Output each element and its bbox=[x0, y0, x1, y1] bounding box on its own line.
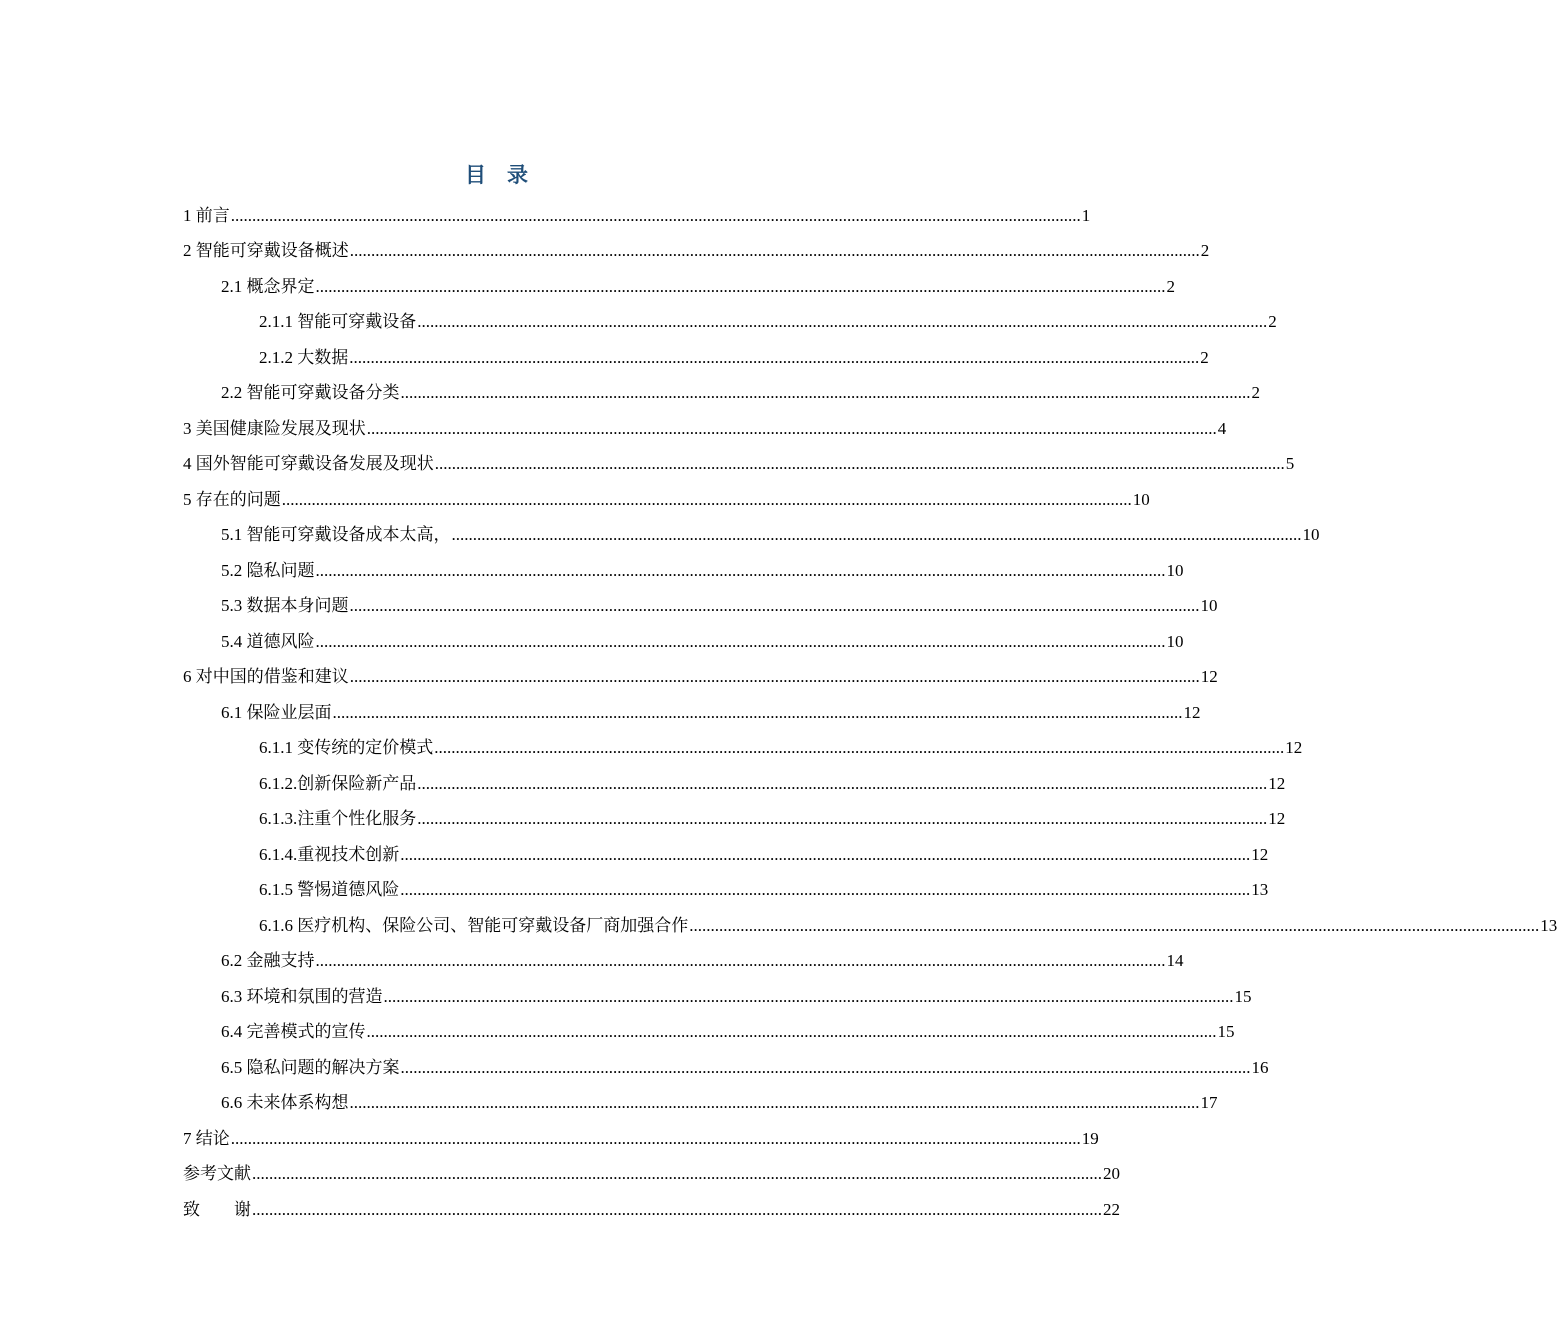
toc-entry[interactable] bbox=[183, 439, 1295, 475]
toc-page-number: 10 bbox=[1166, 631, 1184, 651]
toc-page-number: 12 bbox=[1268, 773, 1286, 793]
toc-entry-label: 5.4 道德风险 bbox=[221, 631, 315, 651]
toc-dot-leader: ........................................................................................................................................................................................................ bbox=[332, 702, 1183, 722]
toc-page-number: 10 bbox=[1166, 560, 1184, 580]
toc-entry-label: 5.2 隐私问题 bbox=[221, 560, 315, 580]
toc-page-number: 2 bbox=[1268, 312, 1277, 331]
toc-dot-leader: ........................................................................................................................................................................................................ bbox=[315, 276, 1166, 296]
toc-dot-leader: ........................................................................................................................................................................................................ bbox=[366, 418, 1217, 438]
toc-entry-label: 6.6 未来体系构想 bbox=[221, 1093, 349, 1112]
toc-entry-label: 参考文献 bbox=[183, 1164, 251, 1183]
toc-title: 目 录 bbox=[465, 163, 528, 187]
toc-entry[interactable] bbox=[183, 261, 1175, 297]
toc-page-number: 14 bbox=[1166, 951, 1184, 970]
toc-entry-label: 6.1.6 医疗机构、保险公司、智能可穿戴设备厂商加强合作 bbox=[259, 915, 689, 935]
toc-dot-leader: ........................................................................................................................................................................................................ bbox=[689, 915, 1540, 935]
toc-dot-leader: ........................................................................................................................................................................................................ bbox=[434, 738, 1285, 757]
toc-entry-label: 3 美国健康险发展及现状 bbox=[183, 418, 366, 438]
toc-page-number: 17 bbox=[1200, 1093, 1218, 1112]
toc-entry-label: 6.1 保险业层面 bbox=[221, 702, 332, 722]
toc-entry-label: 6 对中国的借鉴和建议 bbox=[183, 667, 349, 686]
toc-entry[interactable] bbox=[183, 403, 1227, 439]
toc-dot-leader: ........................................................................................................................................................................................................ bbox=[349, 347, 1200, 367]
toc-entry-label: 7 结论 bbox=[183, 1128, 230, 1148]
toc-dot-leader: ........................................................................................................................................................................................................ bbox=[315, 560, 1166, 580]
toc-page-number: 10 bbox=[1302, 525, 1320, 544]
toc-entry-label: 5.1 智能可穿戴设备成本太高， bbox=[221, 525, 451, 544]
toc-entry-label: 6.4 完善模式的宣传 bbox=[221, 1022, 366, 1041]
toc-page-number: 12 bbox=[1268, 809, 1286, 828]
toc-entry[interactable] bbox=[183, 581, 1218, 617]
toc-entry-label: 2.1.1 智能可穿戴设备 bbox=[259, 312, 417, 331]
toc-page-number: 20 bbox=[1103, 1164, 1120, 1183]
toc-dot-leader: ........................................................................................................................................................................................................ bbox=[434, 454, 1285, 473]
toc-page-number: 2 bbox=[1200, 347, 1209, 367]
toc-entry-label: 1 前言 bbox=[183, 205, 230, 225]
toc-dot-leader: ........................................................................................................................................................................................................ bbox=[417, 809, 1268, 828]
toc-dot-leader: ........................................................................................................................................................................................................ bbox=[315, 951, 1166, 970]
toc-entry-label: 2.1 概念界定 bbox=[221, 276, 315, 296]
toc-entry-label: 6.1.2.创新保险新产品 bbox=[259, 773, 417, 793]
toc-entry-label: 6.3 环境和氛围的营造 bbox=[221, 986, 383, 1006]
toc-dot-leader: ........................................................................................................................................................................................................ bbox=[349, 667, 1200, 686]
toc-dot-leader: ........................................................................................................................................................................................................ bbox=[315, 631, 1166, 651]
toc-page-number: 1 bbox=[1081, 205, 1091, 225]
toc-page-number: 2 bbox=[1166, 276, 1175, 296]
toc-page-number: 10 bbox=[1132, 489, 1150, 509]
toc-entry[interactable] bbox=[183, 545, 1184, 581]
toc-entry[interactable] bbox=[183, 297, 1277, 333]
toc-dot-leader: ........................................................................................................................................................................................................ bbox=[400, 1057, 1251, 1077]
toc-entry-label: 6.1.1 变传统的定价模式 bbox=[259, 738, 434, 757]
toc-entry-label: 6.1.4.重视技术创新 bbox=[259, 844, 400, 864]
toc-dot-leader: ........................................................................................................................................................................................................ bbox=[230, 1128, 1081, 1148]
toc-entry-label: 6.1.3.注重个性化服务 bbox=[259, 809, 417, 828]
toc-entry-label: 5 存在的问题 bbox=[183, 489, 281, 509]
toc-dot-leader: ........................................................................................................................................................................................................ bbox=[383, 986, 1234, 1006]
toc-page-number: 13 bbox=[1540, 915, 1557, 935]
toc-entry[interactable] bbox=[183, 1007, 1235, 1043]
toc-entry-label: 4 国外智能可穿戴设备发展及现状 bbox=[183, 454, 434, 473]
toc-dot-leader: ........................................................................................................................................................................................................ bbox=[417, 312, 1268, 331]
toc-entry[interactable] bbox=[183, 865, 1269, 901]
toc-entry[interactable] bbox=[183, 1078, 1218, 1114]
toc-entry[interactable] bbox=[183, 900, 1557, 936]
toc-entry-label: 2 智能可穿戴设备概述 bbox=[183, 241, 349, 260]
toc-dot-leader: ........................................................................................................................................................................................................ bbox=[400, 844, 1251, 864]
toc-entry[interactable] bbox=[183, 190, 1091, 226]
toc-dot-leader: ........................................................................................................................................................................................................ bbox=[349, 241, 1200, 260]
toc-entry-label: 5.3 数据本身问题 bbox=[221, 596, 349, 615]
toc-page-number: 12 bbox=[1183, 702, 1201, 722]
toc-dot-leader: ........................................................................................................................................................................................................ bbox=[230, 205, 1081, 225]
toc-entry[interactable] bbox=[183, 652, 1218, 688]
toc-entry[interactable] bbox=[183, 936, 1184, 972]
toc-page-number: 22 bbox=[1103, 1199, 1120, 1219]
toc-page-number: 5 bbox=[1285, 454, 1295, 473]
toc-page-number: 15 bbox=[1217, 1022, 1235, 1041]
toc-dot-leader: ........................................................................................................................................................................................................ bbox=[349, 596, 1200, 615]
toc-entry[interactable] bbox=[183, 794, 1286, 830]
toc-page-number: 10 bbox=[1200, 596, 1218, 615]
toc-entry[interactable] bbox=[183, 971, 1252, 1007]
toc-dot-leader: ........................................................................................................................................................................................................ bbox=[252, 1164, 1102, 1183]
toc-dot-leader: ........................................................................................................................................................................................................ bbox=[252, 1199, 1102, 1219]
toc-entry[interactable] bbox=[183, 226, 1210, 262]
toc-entry[interactable] bbox=[183, 829, 1269, 865]
toc-dot-leader: ........................................................................................................................................................................................................ bbox=[451, 525, 1302, 544]
toc-list bbox=[183, 190, 1557, 1220]
toc-entry-label: 6.5 隐私问题的解决方案 bbox=[221, 1057, 400, 1077]
toc-entry[interactable] bbox=[183, 758, 1286, 794]
toc-page-number: 19 bbox=[1081, 1128, 1099, 1148]
toc-entry[interactable] bbox=[183, 687, 1201, 723]
toc-entry-label: 2.1.2 大数据 bbox=[259, 347, 349, 367]
toc-entry[interactable] bbox=[183, 510, 1320, 546]
toc-entry[interactable] bbox=[183, 1042, 1269, 1078]
toc-page-number: 15 bbox=[1234, 986, 1252, 1006]
toc-entry[interactable] bbox=[183, 1113, 1099, 1149]
toc-entry-label: 致 谢 bbox=[183, 1199, 251, 1219]
toc-page-number: 2 bbox=[1200, 241, 1210, 260]
toc-dot-leader: ........................................................................................................................................................................................................ bbox=[349, 1093, 1200, 1112]
toc-page-number: 12 bbox=[1251, 844, 1269, 864]
toc-dot-leader: ........................................................................................................................................................................................................ bbox=[400, 383, 1251, 402]
toc-entry-label: 2.2 智能可穿戴设备分类 bbox=[221, 383, 400, 402]
toc-page-number: 16 bbox=[1251, 1057, 1269, 1077]
toc-dot-leader: ........................................................................................................................................................................................................ bbox=[281, 489, 1132, 509]
toc-dot-leader: ........................................................................................................................................................................................................ bbox=[400, 880, 1251, 899]
toc-entry[interactable] bbox=[183, 1149, 1120, 1185]
toc-page-number: 12 bbox=[1285, 738, 1303, 757]
toc-page-number: 13 bbox=[1251, 880, 1269, 899]
toc-entry[interactable] bbox=[183, 332, 1209, 368]
toc-page-number: 4 bbox=[1217, 418, 1227, 438]
toc-page-number: 2 bbox=[1251, 383, 1260, 402]
toc-page-number: 12 bbox=[1200, 667, 1218, 686]
toc-dot-leader: ........................................................................................................................................................................................................ bbox=[417, 773, 1268, 793]
toc-entry[interactable] bbox=[183, 474, 1150, 510]
toc-entry-label: 6.2 金融支持 bbox=[221, 951, 315, 970]
toc-entry[interactable] bbox=[183, 616, 1184, 652]
toc-entry-label: 6.1.5 警惕道德风险 bbox=[259, 880, 400, 899]
toc-entry[interactable] bbox=[183, 1184, 1120, 1220]
toc-entry[interactable] bbox=[183, 368, 1260, 404]
toc-entry[interactable] bbox=[183, 723, 1303, 759]
toc-dot-leader: ........................................................................................................................................................................................................ bbox=[366, 1022, 1217, 1041]
